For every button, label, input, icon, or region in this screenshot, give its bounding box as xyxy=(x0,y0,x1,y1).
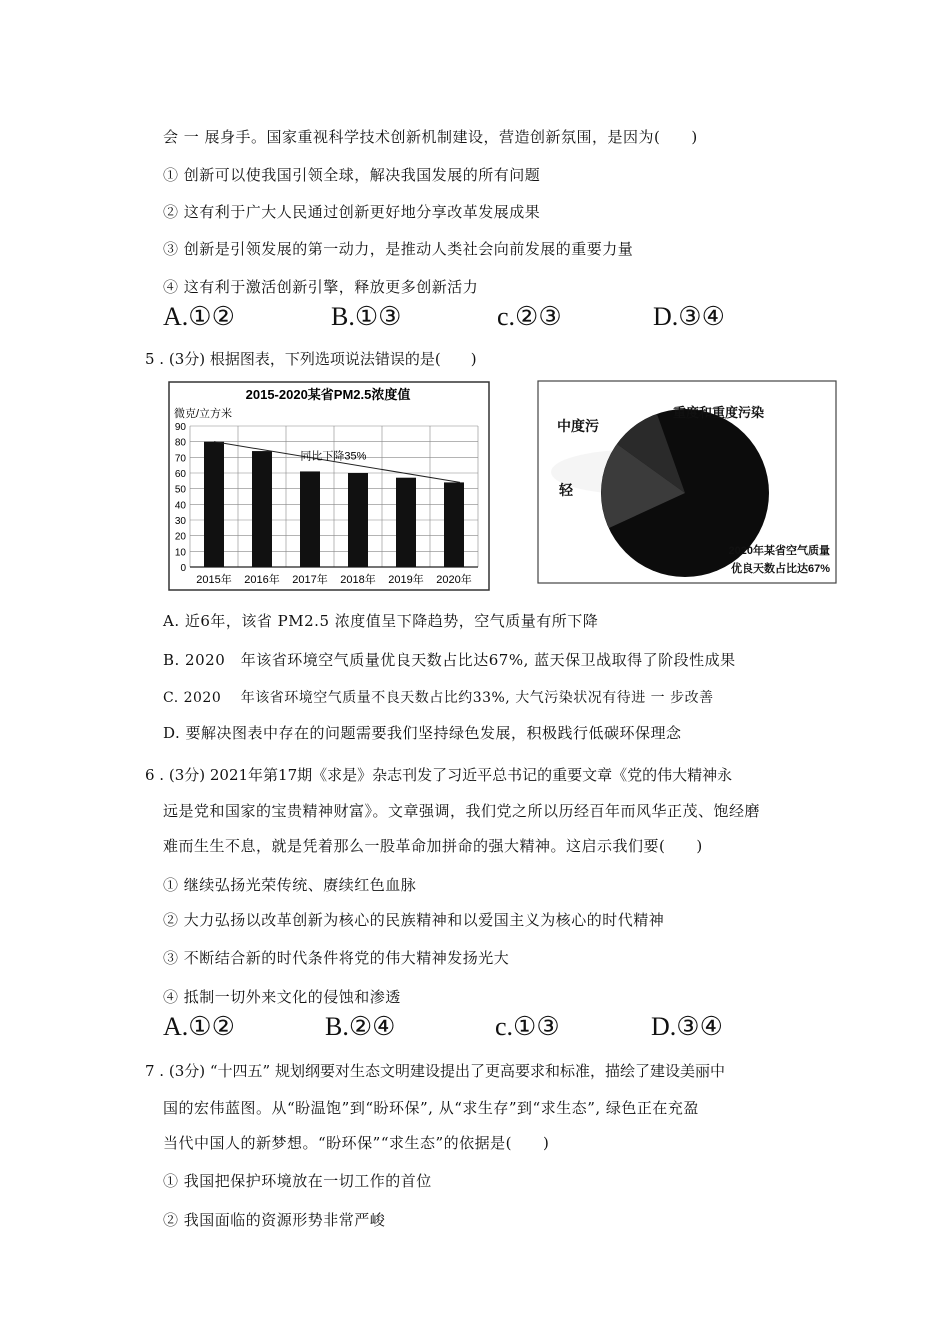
bar-ytick-label: 60 xyxy=(174,469,186,480)
bar-2016年 xyxy=(252,451,272,567)
q4-option-c[interactable]: c.②③ xyxy=(497,302,562,331)
bar-xtick-label: 2018年 xyxy=(340,574,376,586)
q6-item-4: ④ 抵制一切外来文化的侵蚀和渗透 xyxy=(163,988,401,1006)
q4-item-2: ② 这有利于广大人民通过创新更好地分享改革发展成果 xyxy=(163,203,541,221)
bar-ytick-label: 20 xyxy=(174,531,186,543)
q6-item-1: ① 继续弘扬光荣传统、赓续红色血脉 xyxy=(163,876,417,894)
q7-stem-line-3: 当代中国人的新梦想。“盼环保”“求生态”的依据是( ) xyxy=(163,1134,550,1152)
bar-chart-title: 2015-2020某省PM2.5浓度值 xyxy=(245,387,411,402)
bar-xtick-label: 2016年 xyxy=(244,574,280,586)
bar-xtick-label: 2017年 xyxy=(292,574,328,586)
q4-option-a[interactable]: A.①② xyxy=(163,302,235,331)
q5-stem: 5 . (3分) 根据图表，下列选项说法错误的是( ) xyxy=(145,350,477,368)
bar-ytick-label: 10 xyxy=(174,547,186,559)
bar-2019年 xyxy=(396,478,416,567)
q6-option-a[interactable]: A.①② xyxy=(163,1012,235,1041)
q6-stem-line-2: 远是党和国家的宝贵精神财富》。文章强调，我们党之所以历经百年而风华正茂、饱经磨 xyxy=(163,802,761,820)
q6-item-2: ② 大力弘扬以改革创新为核心的民族精神和以爱国主义为核心的时代精神 xyxy=(163,911,665,929)
bar-2017年 xyxy=(300,471,320,567)
pie-caption-1: 2020年某省空气质量 xyxy=(728,545,830,557)
q7-stem-line-2: 国的宏伟蓝图。从“盼温饱”到“盼环保”, 从“求生存”到“求生态”, 绿色正在充盈 xyxy=(163,1099,699,1117)
bar-ytick-label: 0 xyxy=(180,563,186,574)
bar-ytick-label: 40 xyxy=(174,500,186,512)
pie-label-light: 轻 xyxy=(559,482,573,498)
bar-chart-ylabel: 微克/立方米 xyxy=(174,408,233,420)
bar-ytick-label: 80 xyxy=(174,437,186,449)
pie-label-moderate: 中度污 xyxy=(557,418,599,434)
q4-item-1: ① 创新可以使我国引领全球，解决我国发展的所有问题 xyxy=(163,166,541,184)
bar-xtick-label: 2020年 xyxy=(436,574,472,586)
bar-ytick-label: 50 xyxy=(174,484,186,496)
q4-item-3: ③ 创新是引领发展的第一动力，是推动人类社会向前发展的重要力量 xyxy=(163,240,634,258)
bar-ytick-label: 70 xyxy=(174,453,186,465)
q6-option-c[interactable]: c.①③ xyxy=(495,1012,560,1041)
q5-option-c[interactable]: C. 2020 年该省环境空气质量不良天数占比约33%, 大气污染状况有待进 一 步改善 xyxy=(163,690,714,706)
q5-option-a[interactable]: A. 近6年，该省 PM2.5 浓度值呈下降趋势，空气质量有所下降 xyxy=(163,612,599,630)
q4-item-4: ④ 这有利于激活创新引擎，释放更多创新活力 xyxy=(163,278,479,296)
q6-stem-line-3: 难而生生不息，就是凭着那么一股革命加拼命的强大精神。这启示我们要( ) xyxy=(163,837,703,855)
pie-chart xyxy=(537,380,837,584)
pie-chart-figure xyxy=(537,380,837,584)
q5-option-b[interactable]: B. 2020 年该省环境空气质量优良天数占比达67%, 蓝天保卫战取得了阶段性成果 xyxy=(163,651,736,669)
bar-chart-figure xyxy=(168,381,490,591)
q6-option-d[interactable]: D.③④ xyxy=(651,1012,723,1041)
bar-xtick-label: 2015年 xyxy=(196,574,232,586)
bar-2020年 xyxy=(444,482,464,567)
q4-option-d[interactable]: D.③④ xyxy=(653,302,725,331)
q6-option-b[interactable]: B.②④ xyxy=(325,1012,396,1041)
q6-item-3: ③ 不断结合新的时代条件将党的伟大精神发扬光大 xyxy=(163,949,510,967)
bar-chart-annotation: 同比下降35% xyxy=(300,450,367,463)
pie-label-heavy: 重度和重度污染 xyxy=(673,405,765,420)
q7-item-1: ① 我国把保护环境放在一切工作的首位 xyxy=(163,1172,432,1190)
bar-2018年 xyxy=(348,473,368,567)
q5-option-d[interactable]: D. 要解决图表中存在的问题需要我们坚持绿色发展，积极践行低碳环保理念 xyxy=(163,724,682,742)
q4-stem: 会 一 展身手。国家重视科学技术创新机制建设，营造创新氛围，是因为( ) xyxy=(163,128,698,146)
q7-stem-line-1: 7 . (3分) “十四五” 规划纲要对生态文明建设提出了更高要求和标准，描绘了建设美丽中 xyxy=(145,1062,725,1080)
bar-xtick-label: 2019年 xyxy=(388,574,424,586)
bar-ytick-label: 90 xyxy=(174,422,186,433)
q7-item-2: ② 我国面临的资源形势非常严峻 xyxy=(163,1211,386,1229)
q4-option-b[interactable]: B.①③ xyxy=(331,302,402,331)
bar-chart xyxy=(168,381,490,591)
bar-2015年 xyxy=(204,442,224,567)
bar-ytick-label: 30 xyxy=(174,516,186,527)
q6-stem-line-1: 6 . (3分) 2021年第17期《求是》杂志刊发了习近平总书记的重要文章《党的伟大精神永 xyxy=(145,766,733,784)
pie-caption-2: 优良天数占比达67% xyxy=(730,563,830,575)
